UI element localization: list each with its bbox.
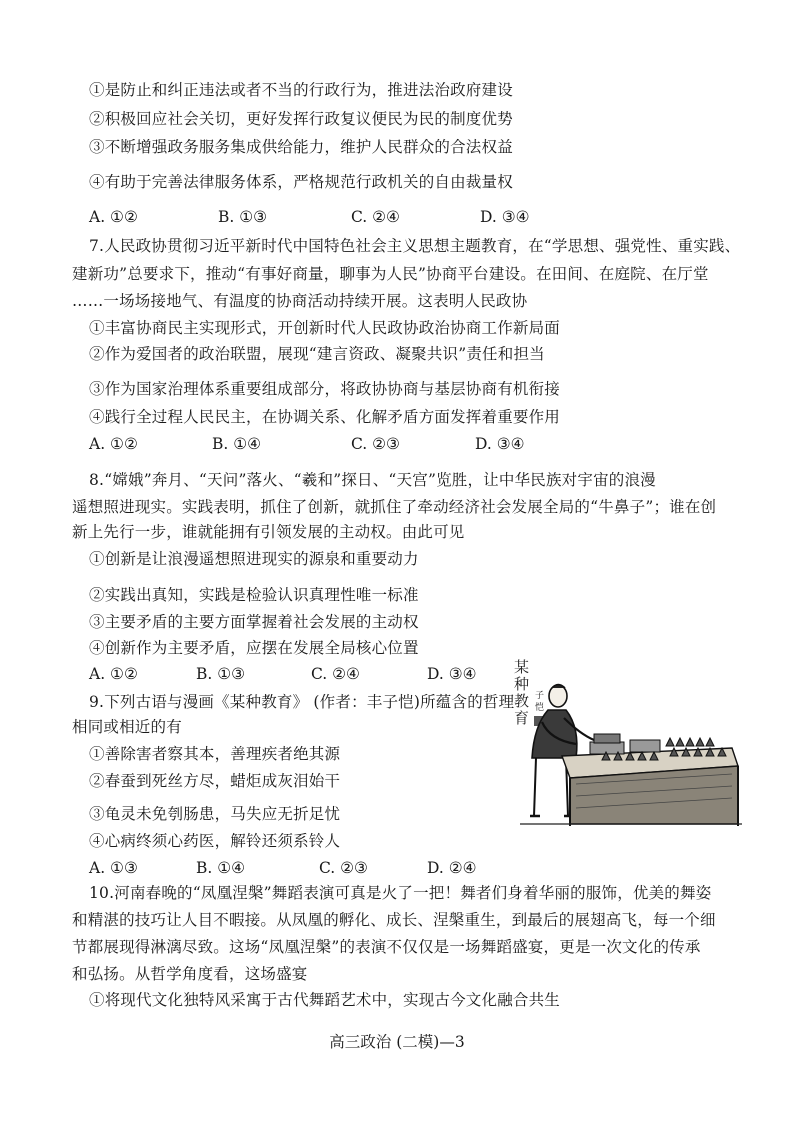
cartoon-signature-char-2: 恺	[535, 703, 545, 713]
q8-item-3: ③主要矛盾的主要方面掌握着社会发展的主动权	[89, 613, 419, 631]
q8-option-a: A. ①②	[89, 665, 138, 683]
cartoon-signature-char-1: 子	[535, 691, 545, 701]
q8-option-b: B. ①③	[196, 665, 246, 683]
q8-stem-line-1: 8.“嫦娥”奔月、“天问”落火、“羲和”探日、“天宫”览胜，让中华民族对宇宙的浪漫	[89, 471, 656, 489]
cartoon-title-char-4: 育	[514, 709, 530, 727]
q6-item-1: ①是防止和纠正违法或者不当的行政行为，推进法治政府建设	[89, 81, 513, 99]
q6-option-b: B. ①③	[218, 208, 268, 226]
q7-option-c: C. ②③	[351, 435, 400, 453]
q9-option-b: B. ①④	[196, 859, 246, 877]
q10-item-1: ①将现代文化独特风采寓于古代舞蹈艺术中，实现古今文化融合共生	[89, 991, 561, 1009]
q9-item-4: ④心病终须心药医，解铃还须系铃人	[89, 832, 341, 850]
q9-option-c: C. ②③	[319, 859, 368, 877]
q9-stem-line-1: 9.下列古语与漫画《某种教育》 (作者：丰子恺)所蕴含的哲理	[89, 693, 515, 711]
q8-stem-line-3: 新上先行一步，谁就能拥有引领发展的主动权。由此可见	[72, 523, 465, 541]
q9-item-2: ②春蚕到死丝方尽，蜡炬成灰泪始干	[89, 772, 341, 790]
q8-option-c: C. ②④	[311, 665, 360, 683]
q7-item-3: ③作为国家治理体系重要组成部分，将政协协商与基层协商有机衔接	[89, 380, 561, 398]
q7-item-1: ①丰富协商民主实现形式，开创新时代人民政协政治协商工作新局面	[89, 319, 561, 337]
q6-item-2: ②积极回应社会关切，更好发挥行政复议便民为民的制度优势	[89, 110, 513, 128]
q7-item-2: ②作为爱国者的政治联盟，展现“建言资政、凝聚共识”责任和担当	[89, 345, 545, 363]
q8-item-1: ①创新是让浪漫遥想照进现实的源泉和重要动力	[89, 550, 419, 568]
q9-stem-line-2: 相同或相近的有	[72, 718, 182, 736]
q10-stem-line-3: 节都展现得淋漓尽致。这场“凤凰涅槃”的表演不仅仅是一场舞蹈盛宴，更是一次文化的传承	[72, 938, 701, 956]
q9-item-3: ③龟灵未免刳肠患，马失应无折足忧	[89, 805, 341, 823]
q9-option-d: D. ②④	[427, 859, 477, 877]
cartoon-title-char-3: 教	[514, 692, 530, 710]
q9-option-a: A. ①③	[89, 859, 138, 877]
q6-item-3: ③不断增强政务服务集成供给能力，维护人民群众的合法权益	[89, 138, 513, 156]
q6-option-c: C. ②④	[351, 208, 400, 226]
q6-option-a: A. ①②	[89, 208, 138, 226]
page-footer: 高三政治 (二模)—3	[329, 1033, 465, 1051]
cartoon-title	[514, 658, 529, 727]
q10-stem-line-2: 和精湛的技巧让人目不暇接。从凤凰的孵化、成长、涅槃重生，到最后的展翅高飞，每一个细	[72, 911, 716, 929]
cartoon-title-char-2: 种	[514, 675, 530, 693]
q7-stem-line-1: 7.人民政协贯彻习近平新时代中国特色社会主义思想主题教育，在“学思想、强党性、重实践、	[89, 237, 741, 255]
q7-option-a: A. ①②	[89, 435, 138, 453]
q7-item-4: ④践行全过程人民民主，在协调关系、化解矛盾方面发挥着重要作用	[89, 408, 561, 426]
q7-option-d: D. ③④	[475, 435, 525, 453]
q7-stem-line-3: ……一场场接地气、有温度的协商活动持续开展。这表明人民政协	[72, 292, 528, 310]
q8-item-2: ②实践出真知，实践是检验认识真理性唯一标准	[89, 586, 419, 604]
q6-option-d: D. ③④	[480, 208, 530, 226]
cartoon-some-education	[506, 656, 742, 832]
q6-item-4: ④有助于完善法律服务体系，严格规范行政机关的自由裁量权	[89, 173, 513, 191]
q8-item-4: ④创新作为主要矛盾，应摆在发展全局核心位置	[89, 639, 419, 657]
q8-option-d: D. ③④	[427, 665, 477, 683]
q7-option-b: B. ①④	[212, 435, 262, 453]
cartoon-title-char-1: 某	[514, 658, 530, 676]
q10-stem-line-1: 10.河南春晚的“凤凰涅槃”舞蹈表演可真是火了一把！舞者们身着华丽的服饰，优美的舞姿	[89, 884, 712, 902]
q8-stem-line-2: 遥想照进现实。实践表明，抓住了创新，就抓住了牵动经济社会发展全局的“牛鼻子”；谁在创	[72, 498, 717, 516]
q7-stem-line-2: 建新功”总要求下，推动“有事好商量，聊事为人民”协商平台建设。在田间、在庭院、在厅堂	[72, 265, 709, 283]
q9-item-1: ①善除害者察其本，善理疾者绝其源	[89, 745, 341, 763]
q10-stem-line-4: 和弘扬。从哲学角度看，这场盛宴	[72, 965, 308, 983]
